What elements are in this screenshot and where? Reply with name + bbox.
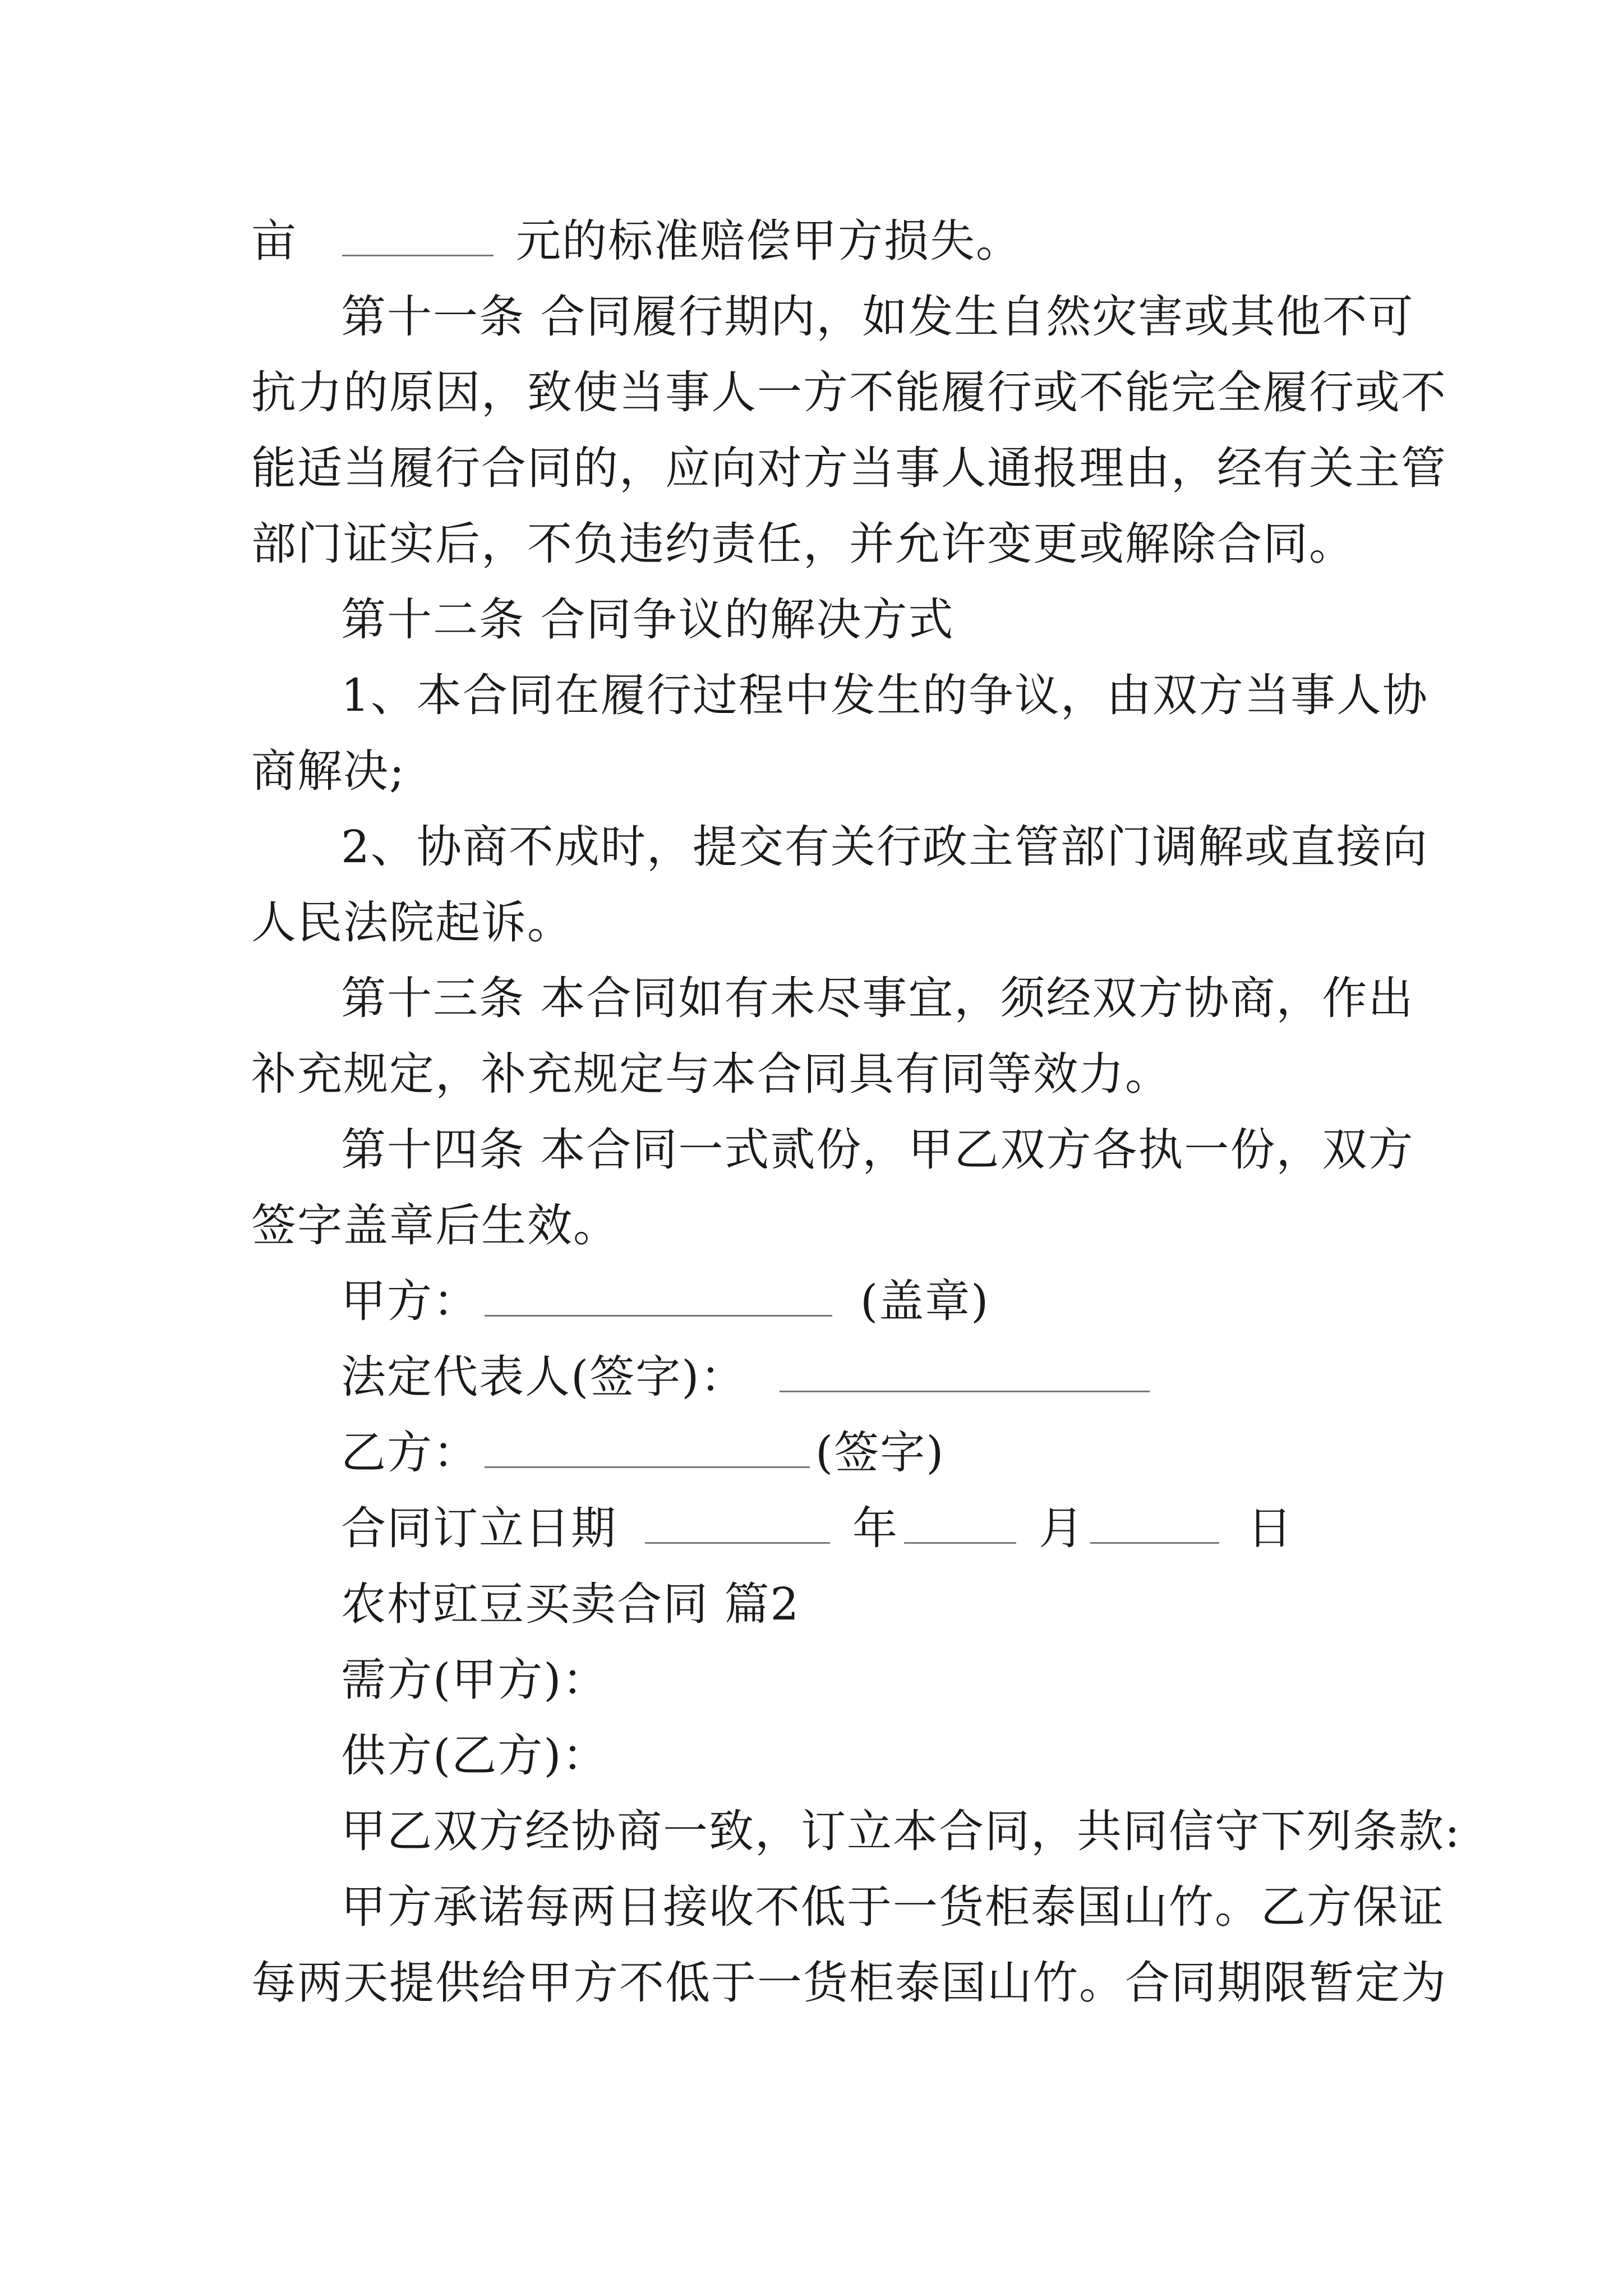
text-line: [251, 208, 1022, 275]
signature-label: 法定代表人(签字)：: [341, 1351, 746, 1403]
day-blank: [1090, 1498, 1219, 1544]
signature-note: (签字): [815, 1427, 945, 1479]
buyer-party-line: 需方(甲方)：: [341, 1654, 608, 1706]
text-fragment: 元的标准赔偿甲方损失。: [516, 215, 1022, 267]
fill-in-blank: [780, 1347, 1150, 1392]
month-blank: [904, 1498, 1016, 1544]
supplier-party-line: 供方(乙方)：: [341, 1729, 608, 1782]
signature-label: 甲方：: [341, 1275, 479, 1327]
paragraph-line: 第十一条 合同履行期内，如发生自然灾害或其他不可: [341, 291, 1414, 343]
paragraph-line: 1、本合同在履行过程中发生的争议，由双方当事人协: [341, 669, 1428, 721]
paragraph-line: 抗力的原因，致使当事人一方不能履行或不能完全履行或不: [251, 366, 1447, 418]
paragraph-line: 商解决;: [251, 745, 405, 797]
paragraph-line: 部门证实后，不负违约责任，并允许变更或解除合同。: [251, 518, 1355, 570]
legal-representative-line: [341, 1343, 1150, 1411]
paragraph-line: 甲乙双方经协商一致，订立本合同，共同信守下列条款:: [341, 1805, 1461, 1857]
paragraph-line: 第十四条 本合同一式贰份，甲乙双方各执一份，双方: [341, 1124, 1414, 1176]
month-label: 月: [1039, 1502, 1085, 1554]
fill-in-blank: [485, 1423, 810, 1468]
section-heading: 第十二条 合同争议的解决方式: [341, 593, 955, 646]
paragraph-line: 人民法院起诉。: [251, 896, 573, 949]
contract-date-line: [341, 1495, 1293, 1562]
day-label: 日: [1247, 1502, 1293, 1554]
year-blank: [645, 1498, 830, 1544]
text-fragment: 亩: [251, 215, 297, 267]
paragraph-line: 签字盖章后生效。: [251, 1199, 619, 1251]
party-b-signature-line: [341, 1419, 944, 1487]
paragraph-line: 每两天提供给甲方不低于一货柜泰国山竹。合同期限暂定为: [251, 1957, 1447, 2009]
year-label: 年: [852, 1502, 898, 1554]
signature-note: (盖章): [860, 1275, 990, 1327]
signature-label: 乙方：: [341, 1427, 479, 1479]
date-label: 合同订立日期: [341, 1502, 617, 1554]
paragraph-line: 2、协商不成时，提交有关行政主管部门调解或直接向: [341, 821, 1428, 873]
paragraph-line: 第十三条 本合同如有未尽事宜，须经双方协商，作出: [341, 972, 1414, 1024]
contract-title: 农村豇豆买卖合同 篇2: [341, 1578, 800, 1630]
paragraph-line: 甲方承诺每两日接收不低于一货柜泰国山竹。乙方保证: [341, 1881, 1445, 1933]
fill-in-blank: [485, 1271, 832, 1317]
party-a-signature-line: [341, 1268, 989, 1335]
paragraph-line: 补充规定，补充规定与本合同具有同等效力。: [251, 1048, 1171, 1100]
fill-in-blank: [342, 211, 494, 256]
paragraph-line: 能适当履行合同的，应向对方当事人通报理由，经有关主管: [251, 442, 1447, 494]
